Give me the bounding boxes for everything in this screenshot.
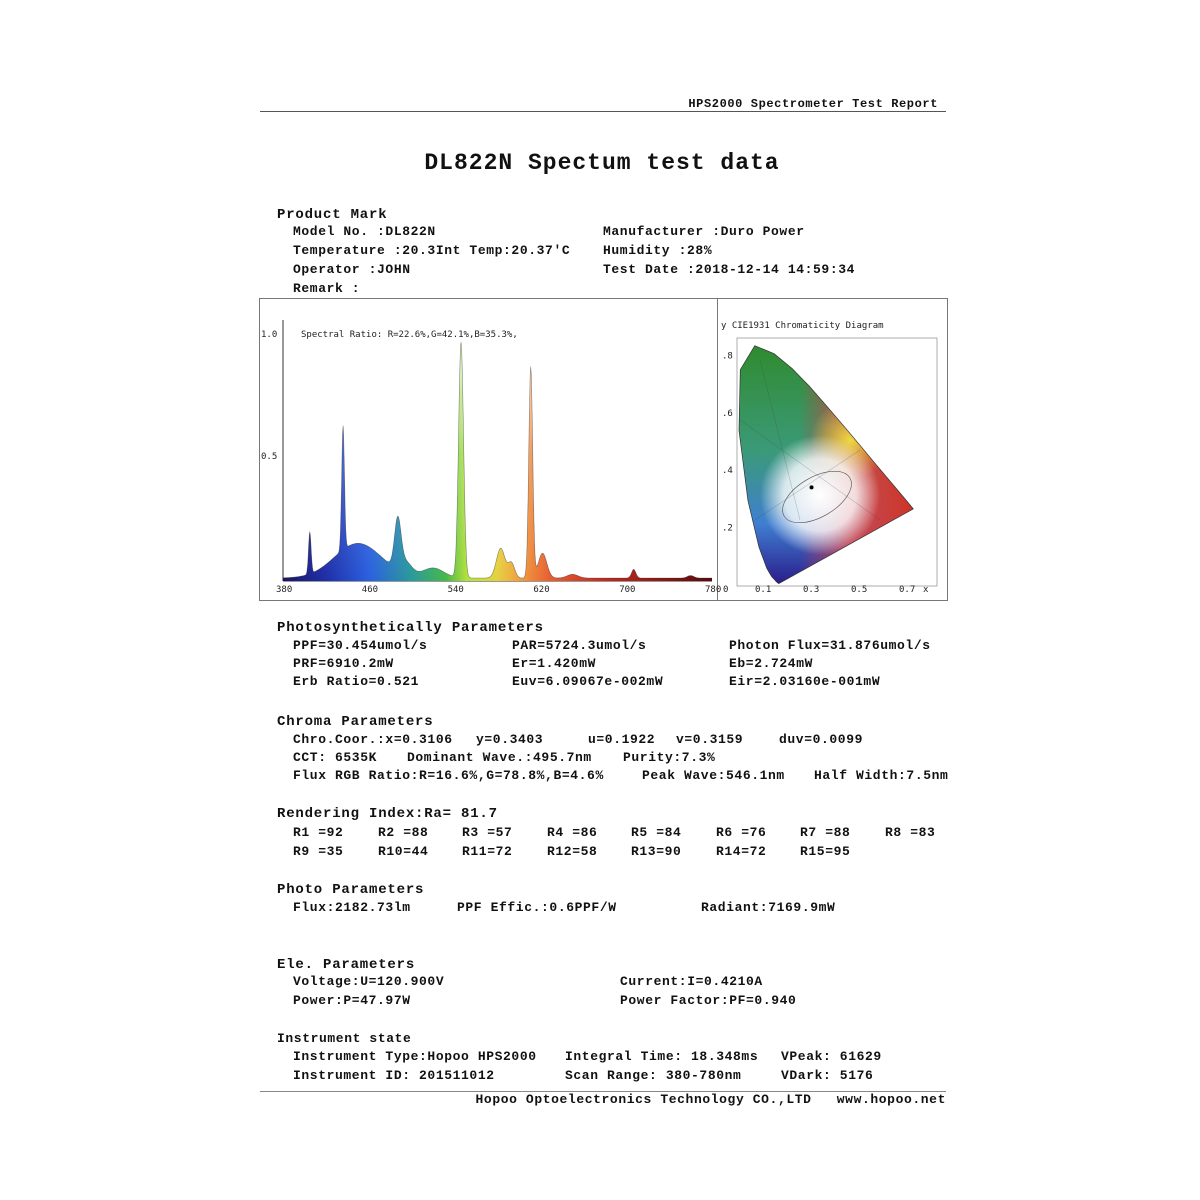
- instrument-id: Instrument ID: 201511012: [293, 1068, 495, 1083]
- peak-wave: Peak Wave:546.1nm: [642, 768, 785, 783]
- vpeak: VPeak: 61629: [781, 1049, 882, 1064]
- vdark: VDark: 5176: [781, 1068, 874, 1083]
- er: Er=1.420mW: [512, 656, 597, 671]
- half-width: Half Width:7.5nm: [814, 768, 949, 783]
- ppf: PPF=30.454umol/s: [293, 638, 428, 653]
- spectrum-x-tick: 780: [705, 585, 722, 595]
- manufacturer: Manufacturer :Duro Power: [603, 224, 805, 239]
- cie-x-tick: 0.1: [755, 585, 772, 595]
- cie-measured-point: [810, 485, 814, 489]
- r-value: R11=72: [462, 844, 513, 859]
- eb: Eb=2.724mW: [729, 656, 814, 671]
- r-value: R5 =84: [631, 825, 682, 840]
- spectrum-x-tick: 460: [361, 585, 379, 595]
- purity: Purity:7.3%: [623, 750, 716, 765]
- chroma-heading: Chroma Parameters: [277, 714, 434, 730]
- page-title: DL822N Spectum test data: [424, 150, 780, 176]
- operator: Operator :JOHN: [293, 262, 411, 277]
- chroma-u: u=0.1922: [588, 732, 656, 747]
- temperature: Temperature :20.3Int Temp:20.37'C: [293, 243, 571, 258]
- photo-heading: Photo Parameters: [277, 882, 425, 898]
- model-no: Model No. :DL822N: [293, 224, 436, 239]
- instrument-heading: Instrument state: [277, 1031, 412, 1046]
- r-value: R9 =35: [293, 844, 344, 859]
- spectrum-x-tick: 700: [619, 585, 636, 595]
- par: PAR=5724.3umol/s: [512, 638, 647, 653]
- r-value: R10=44: [378, 844, 429, 859]
- eir: Eir=2.03160e-001mW: [729, 674, 881, 689]
- flux-rgb-ratio: Flux RGB Ratio:R=16.6%,G=78.8%,B=4.6%: [293, 768, 604, 783]
- cie-x-tick: 0.7: [899, 585, 916, 595]
- ele-heading: Ele. Parameters: [277, 957, 416, 973]
- prf: PRF=6910.2mW: [293, 656, 394, 671]
- report-header: HPS2000 Spectrometer Test Report: [688, 97, 938, 111]
- erb-ratio: Erb Ratio=0.521: [293, 674, 420, 689]
- chroma-duv: duv=0.0099: [779, 732, 864, 747]
- cie-x-tick: 0: [723, 585, 729, 595]
- current: Current:I=0.4210A: [620, 974, 763, 989]
- cie-horseshoe: [735, 340, 925, 590]
- cie-title: y CIE1931 Chromaticity Diagram: [721, 321, 884, 331]
- chroma-x: Chro.Coor.:x=0.3106: [293, 732, 453, 747]
- integral-time: Integral Time: 18.348ms: [565, 1049, 759, 1064]
- photosynthetic-heading: Photosynthetically Parameters: [277, 620, 544, 636]
- r-value: R6 =76: [716, 825, 767, 840]
- r-value: R12=58: [547, 844, 598, 859]
- r-value: R13=90: [631, 844, 682, 859]
- cie-x-tick: 0.3: [803, 585, 820, 595]
- spectrum-x-tick: 540: [447, 585, 464, 595]
- spectrum-x-tick: 620: [533, 585, 550, 595]
- cie-x-tick: 0.5: [851, 585, 868, 595]
- cie-y-tick: .8: [722, 351, 733, 362]
- cie-y-tick: .2: [722, 523, 733, 534]
- photon-flux: Photon Flux=31.876umol/s: [729, 638, 931, 653]
- flux: Flux:2182.73lm: [293, 900, 411, 915]
- r-value: R7 =88: [800, 825, 851, 840]
- voltage: Voltage:U=120.900V: [293, 974, 445, 989]
- rendering-heading: Rendering Index:Ra= 81.7: [277, 806, 498, 822]
- footer-company: Hopoo Optoelectronics Technology CO.,LTD www.hopoo.net: [475, 1092, 946, 1107]
- remark: Remark :: [293, 281, 361, 296]
- test-date: Test Date :2018-12-14 14:59:34: [603, 262, 856, 277]
- y-tick-1: 1.0: [261, 330, 278, 340]
- r-value: R14=72: [716, 844, 767, 859]
- r-value: R4 =86: [547, 825, 598, 840]
- cct: CCT: 6535K: [293, 750, 378, 765]
- euv: Euv=6.09067e-002mW: [512, 674, 664, 689]
- radiant: Radiant:7169.9mW: [701, 900, 836, 915]
- r-value: R1 =92: [293, 825, 344, 840]
- power-factor: Power Factor:PF=0.940: [620, 993, 797, 1008]
- product-heading: Product Mark: [277, 207, 388, 223]
- cie-x-tick: x: [923, 585, 929, 595]
- chroma-y: y=0.3403: [476, 732, 544, 747]
- scan-range: Scan Range: 380-780nm: [565, 1068, 742, 1083]
- y-tick-05: 0.5: [261, 452, 278, 462]
- ppf-effic: PPF Effic.:0.6PPF/W: [457, 900, 617, 915]
- power: Power:P=47.97W: [293, 993, 411, 1008]
- dominant-wave: Dominant Wave.:495.7nm: [407, 750, 592, 765]
- r-value: R3 =57: [462, 825, 513, 840]
- r-value: R2 =88: [378, 825, 429, 840]
- r-value: R8 =83: [885, 825, 936, 840]
- instrument-type: Instrument Type:Hopoo HPS2000: [293, 1049, 537, 1064]
- cie-y-tick: .6: [722, 408, 733, 419]
- spectrum-line: [283, 342, 712, 578]
- cie-y-tick: .4: [722, 466, 733, 477]
- spectrum-x-tick: 380: [276, 585, 293, 595]
- chroma-v: v=0.3159: [676, 732, 744, 747]
- spectral-ratio-label: Spectral Ratio: R=22.6%,G=42.1%,B=35.3%,: [301, 330, 518, 340]
- r-value: R15=95: [800, 844, 851, 859]
- humidity: Humidity :28%: [603, 243, 713, 258]
